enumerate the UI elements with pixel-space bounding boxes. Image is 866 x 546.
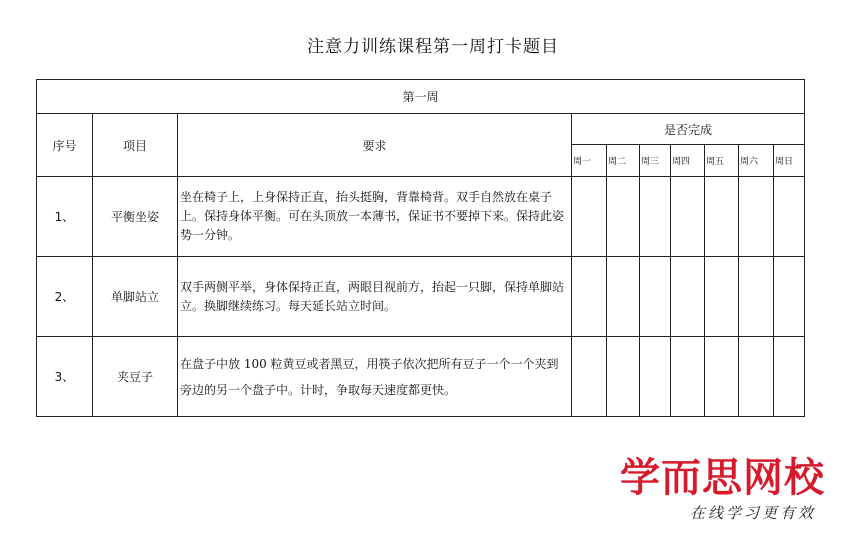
checkin-table xyxy=(36,79,805,417)
logo-slogan: 在线学习更有效 xyxy=(689,504,816,522)
check-cell-thu[interactable] xyxy=(671,257,705,337)
row-seq: 3、 xyxy=(37,337,93,417)
header-day-fri: 周五 xyxy=(705,145,739,177)
check-cell-mon[interactable] xyxy=(572,177,607,257)
row-seq: 2、 xyxy=(37,257,93,337)
check-cell-fri[interactable] xyxy=(705,177,739,257)
row-item: 单脚站立 xyxy=(93,257,178,337)
header-day-mon: 周一 xyxy=(572,145,607,177)
check-cell-mon[interactable] xyxy=(572,257,607,337)
check-cell-wed[interactable] xyxy=(640,337,671,417)
check-cell-wed[interactable] xyxy=(640,177,671,257)
row-seq: 1、 xyxy=(37,177,93,257)
header-day-sat: 周六 xyxy=(739,145,774,177)
header-completed: 是否完成 xyxy=(572,114,805,145)
document-title: 注意力训练课程第一周打卡题目 xyxy=(307,37,559,57)
header-item: 项目 xyxy=(93,114,178,177)
check-cell-sat[interactable] xyxy=(739,337,774,417)
table-row xyxy=(37,177,805,257)
row-requirement: 在盘子中放 100 粒黄豆或者黑豆，用筷子依次把所有豆子一个一个夹到旁边的另一个盘子中。计时，争取每天速度都更快。 xyxy=(178,337,572,417)
table-row xyxy=(37,337,805,417)
week-header: 第一周 xyxy=(37,80,805,114)
header-requirement: 要求 xyxy=(178,114,572,177)
row-item: 平衡坐姿 xyxy=(93,177,178,257)
header-seq: 序号 xyxy=(37,114,93,177)
check-cell-tue[interactable] xyxy=(607,257,640,337)
brand-logo xyxy=(620,456,860,523)
check-cell-thu[interactable] xyxy=(671,337,705,417)
row-requirement: 双手两侧平举，身体保持正直，两眼目视前方，抬起一只脚，保持单脚站立。换脚继续练习。每天延长站立时间。 xyxy=(178,257,572,337)
logo-text: 学而思网校 xyxy=(620,455,825,501)
check-cell-tue[interactable] xyxy=(607,177,640,257)
check-cell-fri[interactable] xyxy=(705,257,739,337)
check-cell-sun[interactable] xyxy=(774,257,805,337)
check-cell-wed[interactable] xyxy=(640,257,671,337)
check-cell-tue[interactable] xyxy=(607,337,640,417)
check-cell-fri[interactable] xyxy=(705,337,739,417)
header-day-tue: 周二 xyxy=(607,145,640,177)
header-day-sun: 周日 xyxy=(774,145,805,177)
check-cell-sat[interactable] xyxy=(739,257,774,337)
check-cell-thu[interactable] xyxy=(671,177,705,257)
row-item: 夹豆子 xyxy=(93,337,178,417)
check-cell-sat[interactable] xyxy=(739,177,774,257)
check-cell-sun[interactable] xyxy=(774,337,805,417)
check-cell-sun[interactable] xyxy=(774,177,805,257)
header-day-thu: 周四 xyxy=(671,145,705,177)
table-row xyxy=(37,257,805,337)
row-requirement: 坐在椅子上，上身保持正直，抬头挺胸，背靠椅背。双手自然放在桌子上。保持身体平衡。可在头顶放一本薄书，保证书不要掉下来。保持此姿势一分钟。 xyxy=(178,177,572,257)
header-day-wed: 周三 xyxy=(640,145,671,177)
check-cell-mon[interactable] xyxy=(572,337,607,417)
